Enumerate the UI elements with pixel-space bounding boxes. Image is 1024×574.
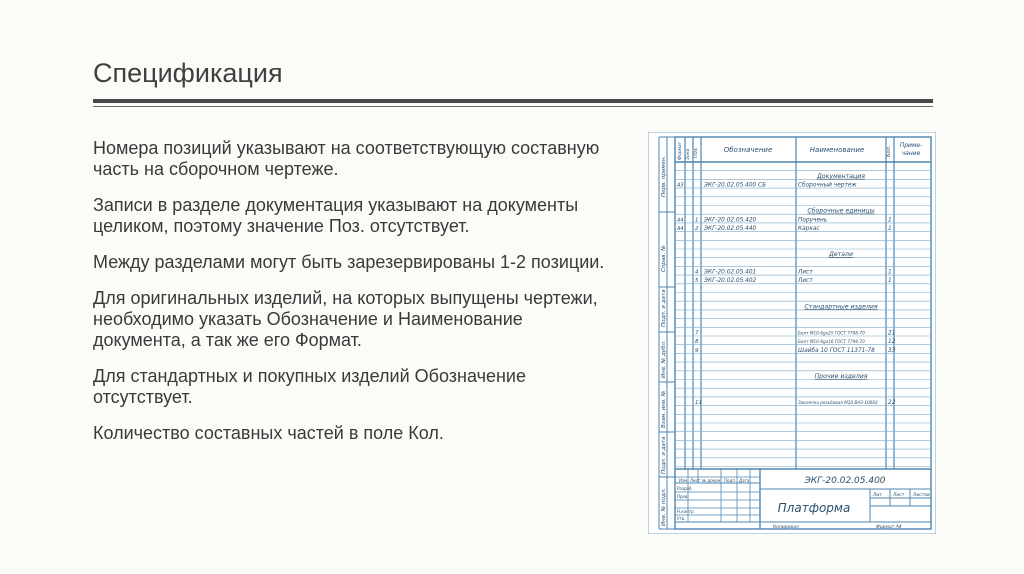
row-designation: ЭКГ-20.02.05.401 — [704, 269, 757, 276]
tb-name: Платформа — [777, 501, 851, 515]
row-qty: 12 — [888, 339, 896, 346]
row-name: Болт М10-6gх16 ГОСТ 7798-70 — [798, 339, 865, 345]
spec-section-row — [804, 303, 877, 310]
tb-sheet: Лист — [893, 493, 905, 498]
title-rule-thin — [93, 106, 933, 107]
specification-drawing — [648, 132, 936, 534]
section-heading: Документация — [817, 172, 865, 180]
paragraph-original-items: Для оригинальных изделий, на которых выпущены чертежи, необходимо указать Обозначение и Наименование документа, а так же его Формат. — [93, 288, 598, 350]
header-name: Наименование — [809, 146, 865, 154]
row-name: Шайба 10 ГОСТ 11371-78 — [798, 347, 875, 354]
header-designation: Обозначение — [723, 146, 773, 154]
row-qty: 22 — [888, 400, 896, 406]
tb-list: Лист — [690, 478, 701, 483]
row-pos: 7 — [695, 330, 699, 337]
row-qty: 1 — [888, 217, 892, 224]
row-qty: 33 — [888, 347, 896, 354]
tb-sign: Подп. — [724, 478, 737, 483]
section-heading: Сборочные единицы — [807, 207, 875, 215]
header-note-2: чание — [901, 150, 921, 157]
row-pos: 9 — [695, 347, 699, 354]
tb-date: Дата — [739, 478, 750, 483]
side-label-vzam-inv: Взам. инв. № — [661, 390, 667, 428]
paragraph-standard-items: Для стандартных и покупных изделий Обозначение отсутствует. — [93, 366, 526, 407]
row-name: Сборочный чертеж — [798, 182, 857, 189]
tb-lit: Лит. — [873, 493, 884, 498]
title-rule-thick — [93, 99, 933, 103]
row-format: А3 — [677, 182, 684, 189]
spec-section-row — [815, 373, 868, 380]
row-name: Заклепка резьбовая М10 ВАЗ-10602 — [798, 400, 878, 405]
row-qty: 1 — [888, 269, 892, 276]
header-pos: Поз. — [693, 146, 699, 158]
paragraph-quantity: Количество составных частей в поле Кол. — [93, 423, 444, 443]
tb-utv: Утв. — [677, 516, 686, 521]
row-format: А4 — [677, 226, 684, 232]
row-pos: 1 — [695, 217, 699, 224]
row-name: Каркас — [798, 226, 820, 232]
header-qty: Кол. — [886, 145, 892, 157]
side-label-perv: Перв. примен. — [661, 155, 667, 197]
tb-doc: № докум. — [702, 478, 722, 483]
tb-nkontr: Н.контр. — [677, 509, 695, 514]
header-note-1: Приме- — [899, 142, 923, 149]
row-qty: 1 — [888, 226, 892, 232]
spec-section-row — [816, 173, 865, 180]
side-label-inv-dubl: Инв. № дубл. — [661, 340, 667, 378]
paragraph-reserved: Между разделами могут быть зарезервированы 1-2 позиции. — [93, 252, 605, 272]
tb-code: ЭКГ-20.02.05.400 — [804, 476, 886, 486]
row-name: Поручень — [798, 217, 828, 224]
row-name: Лист — [798, 278, 813, 285]
row-designation: ЭКГ-20.02.05.400 СБ — [704, 182, 767, 189]
row-designation: ЭКГ-20.02.05.440 — [704, 226, 757, 232]
row-pos: 11 — [695, 400, 702, 406]
tb-copied: Копировал — [773, 525, 799, 530]
side-label-podp-data-1: Подп. и дата — [661, 289, 667, 327]
side-label-sprav: Справ. № — [661, 245, 667, 272]
row-pos: 4 — [695, 269, 699, 276]
section-heading: Стандартные изделия — [804, 303, 878, 311]
section-heading: Прочие изделия — [814, 372, 868, 380]
side-label-podp-data-2: Подп. и дата — [661, 436, 667, 474]
side-label-inv-podl: Инв. № подл. — [661, 488, 667, 526]
row-name: Болт М10-6gх25 ГОСТ 7798-70 — [798, 330, 865, 336]
spec-section-row — [828, 251, 853, 258]
slide-body — [93, 138, 618, 459]
tb-prov: Пров. — [677, 494, 689, 499]
slide-title: Спецификация — [93, 58, 283, 88]
row-designation: ЭКГ-20.02.05.402 — [704, 278, 757, 285]
row-pos: 5 — [695, 278, 699, 285]
spec-section-row — [807, 207, 874, 215]
row-pos: 2 — [695, 226, 699, 232]
section-heading: Детали — [828, 251, 854, 259]
row-designation: ЭКГ-20.02.05.420 — [704, 217, 757, 224]
tb-sheets: Листов — [913, 493, 930, 498]
tb-izm: Изм. — [679, 478, 689, 483]
row-format: А4 — [677, 217, 684, 224]
row-name: Лист — [798, 269, 813, 276]
row-pos: 8 — [695, 339, 699, 346]
paragraph-positions: Номера позиций указывают на соответствующую составную часть на сборочном чертеже. — [93, 138, 600, 179]
row-qty: 21 — [888, 330, 896, 337]
paragraph-documentation: Записи в разделе документация указывают на документы целиком, поэтому значение Поз. отсутствует. — [93, 195, 579, 236]
tb-razrab: Разраб. — [677, 486, 693, 491]
header-format: Формат — [678, 141, 683, 160]
tb-format: Формат А4 — [876, 525, 902, 530]
header-zone: Зона — [686, 148, 691, 160]
specification-sheet — [648, 132, 936, 534]
row-qty: 1 — [888, 278, 892, 285]
